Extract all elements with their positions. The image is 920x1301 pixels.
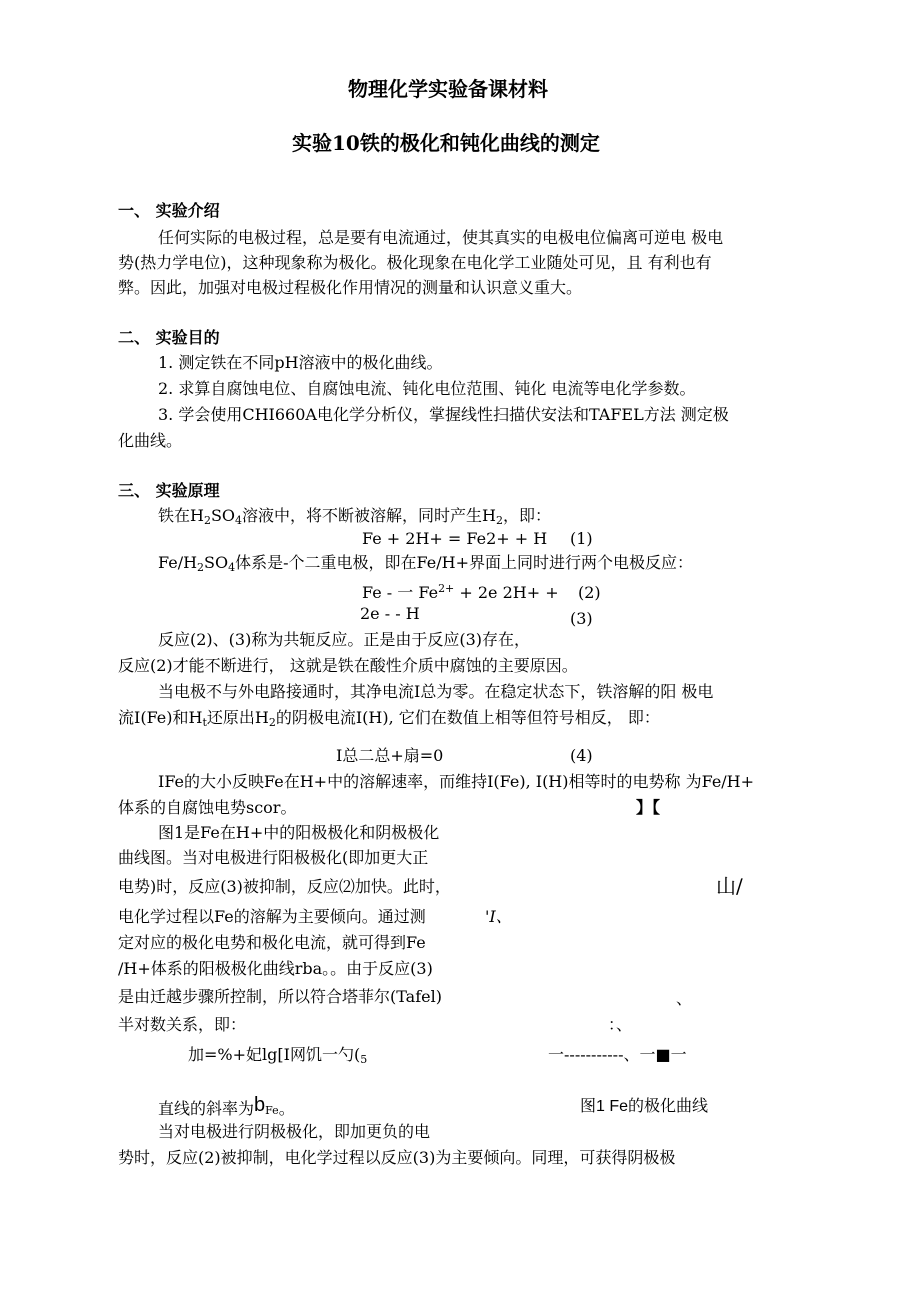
intro-line-1: 任何实际的电极过程，总是要有电流通过，使其真实的电极电位偏离可逆电 极电 bbox=[158, 228, 724, 247]
equation-2: Fe - 一 $Fe^{2+} + 2e$ 2H+ + bbox=[362, 582, 559, 602]
principle-line-3: 反应(2)、(3)称为共轭反应。正是由于反应(3)存在， bbox=[158, 630, 530, 649]
principle-line-2: $Fe/H_2SO_4$体系是-个二重电极，即在Fe/H+界面上同时进行两个电极反应： bbox=[158, 553, 693, 574]
principle-line-12: 电化学过程以Fe的溶解为主要倾向。通过测 bbox=[118, 907, 426, 926]
figure-artifact-3: 'I、 bbox=[485, 907, 512, 926]
principle-line-6: 流I(Fe)和$H_t$还原出$H_2$的阴极电流I(H), 它们在数值上相等但符号相反， 即： bbox=[118, 708, 660, 729]
intro-line-3: 弊。因此，加强对电极过程极化作用情况的测量和认识意义重大。 bbox=[118, 278, 583, 297]
figure-caption: 图1 Fe的极化曲线 bbox=[580, 1098, 709, 1115]
purpose-item-2: 2. 求算自腐蚀电位、自腐蚀电流、钝化电位范围、钝化 电流等电化学参数。 bbox=[158, 379, 696, 398]
principle-line-10: 曲线图。当对电极进行阳极极化(即加更大正 bbox=[118, 848, 429, 867]
section-heading-purpose: 二、 实验目的 bbox=[118, 328, 220, 347]
principle-line-7: IFe的大小反映Fe在H+中的溶解速率，而维持I(Fe), I(H)相等时的电势称 为Fe/H+ bbox=[158, 772, 755, 791]
principle-line-16: 半对数关系，即： bbox=[118, 1015, 247, 1034]
equation-4: I总二总+扇=0 bbox=[336, 746, 444, 765]
principle-line-14: /H+体系的阳极极化曲线rba。。由于反应(3) bbox=[118, 959, 433, 978]
experiment-title: 实验10铁的极化和钝化曲线的测定 bbox=[292, 131, 600, 155]
equation-1: Fe + 2H+ = Fe2+ + H bbox=[362, 529, 548, 548]
equation-4-number: (4) bbox=[570, 746, 593, 765]
principle-line-13: 定对应的极化电势和极化电流，就可得到Fe bbox=[118, 933, 426, 952]
principle-line-4: 反应(2)才能不断进行， 这就是铁在酸性介质中腐蚀的主要原因。 bbox=[118, 656, 578, 675]
equation-2-number: (2) bbox=[578, 583, 601, 602]
doc-title: 物理化学实验备课材料 bbox=[348, 77, 548, 101]
figure-artifact-2: 山∕ bbox=[716, 874, 743, 898]
principle-line-19: 势时，反应(2)被抑制，电化学过程以反应(3)为主要倾向。同理，可获得阴极极 bbox=[118, 1148, 676, 1167]
figure-artifact-5: ：、 bbox=[608, 1015, 633, 1034]
section-heading-intro: 一、 实验介绍 bbox=[118, 201, 220, 220]
intro-line-2: 势(热力学电位)，这种现象称为极化。极化现象在电化学工业随处可见，且 有利也有 bbox=[118, 253, 712, 272]
figure-artifact-4: 、 bbox=[676, 989, 693, 1008]
purpose-item-3: 3. 学会使用CHI660A电化学分析仪，掌握线性扫描伏安法和TAFEL方法 测定极 bbox=[158, 405, 729, 424]
equation-3: 2e - - H bbox=[360, 604, 420, 623]
figure-artifact-1: 】【 bbox=[636, 798, 661, 817]
figure-axis-artifact: 一-----------、一■一 bbox=[548, 1045, 687, 1064]
principle-line-1: 铁在$H_2SO_4$溶液中，将不断被溶解，同时产生$H_2$，即： bbox=[158, 506, 552, 527]
section-heading-principle: 三、 实验原理 bbox=[118, 481, 220, 500]
equation-5: 加=%+妃lg[I网饥一勺($_5$ bbox=[188, 1045, 368, 1066]
principle-line-11: 电势)时，反应(3)被抑制，反应⑵加快。此时， bbox=[118, 877, 451, 896]
purpose-item-3-cont: 化曲线。 bbox=[118, 431, 183, 450]
equation-1-number: (1) bbox=[570, 529, 593, 548]
principle-line-5: 当电极不与外电路接通时，其净电流I总为零。在稳定状态下，铁溶解的阳 极电 bbox=[158, 682, 714, 701]
principle-line-15: 是由迁越步骤所控制，所以符合塔菲尔(Tafel) bbox=[118, 987, 442, 1006]
purpose-item-1: 1. 测定铁在不同pH溶液中的极化曲线。 bbox=[158, 353, 443, 372]
principle-line-8: 体系的自腐蚀电势scor。 bbox=[118, 798, 297, 817]
principle-line-18: 当对电极进行阴极极化，即加更负的电 bbox=[158, 1122, 431, 1141]
equation-3-number: (3) bbox=[570, 609, 593, 628]
slope-line: 直线的斜率为bFe。 bbox=[158, 1094, 295, 1118]
principle-line-9: 图1是Fe在H+中的阳极极化和阴极极化 bbox=[158, 823, 440, 842]
